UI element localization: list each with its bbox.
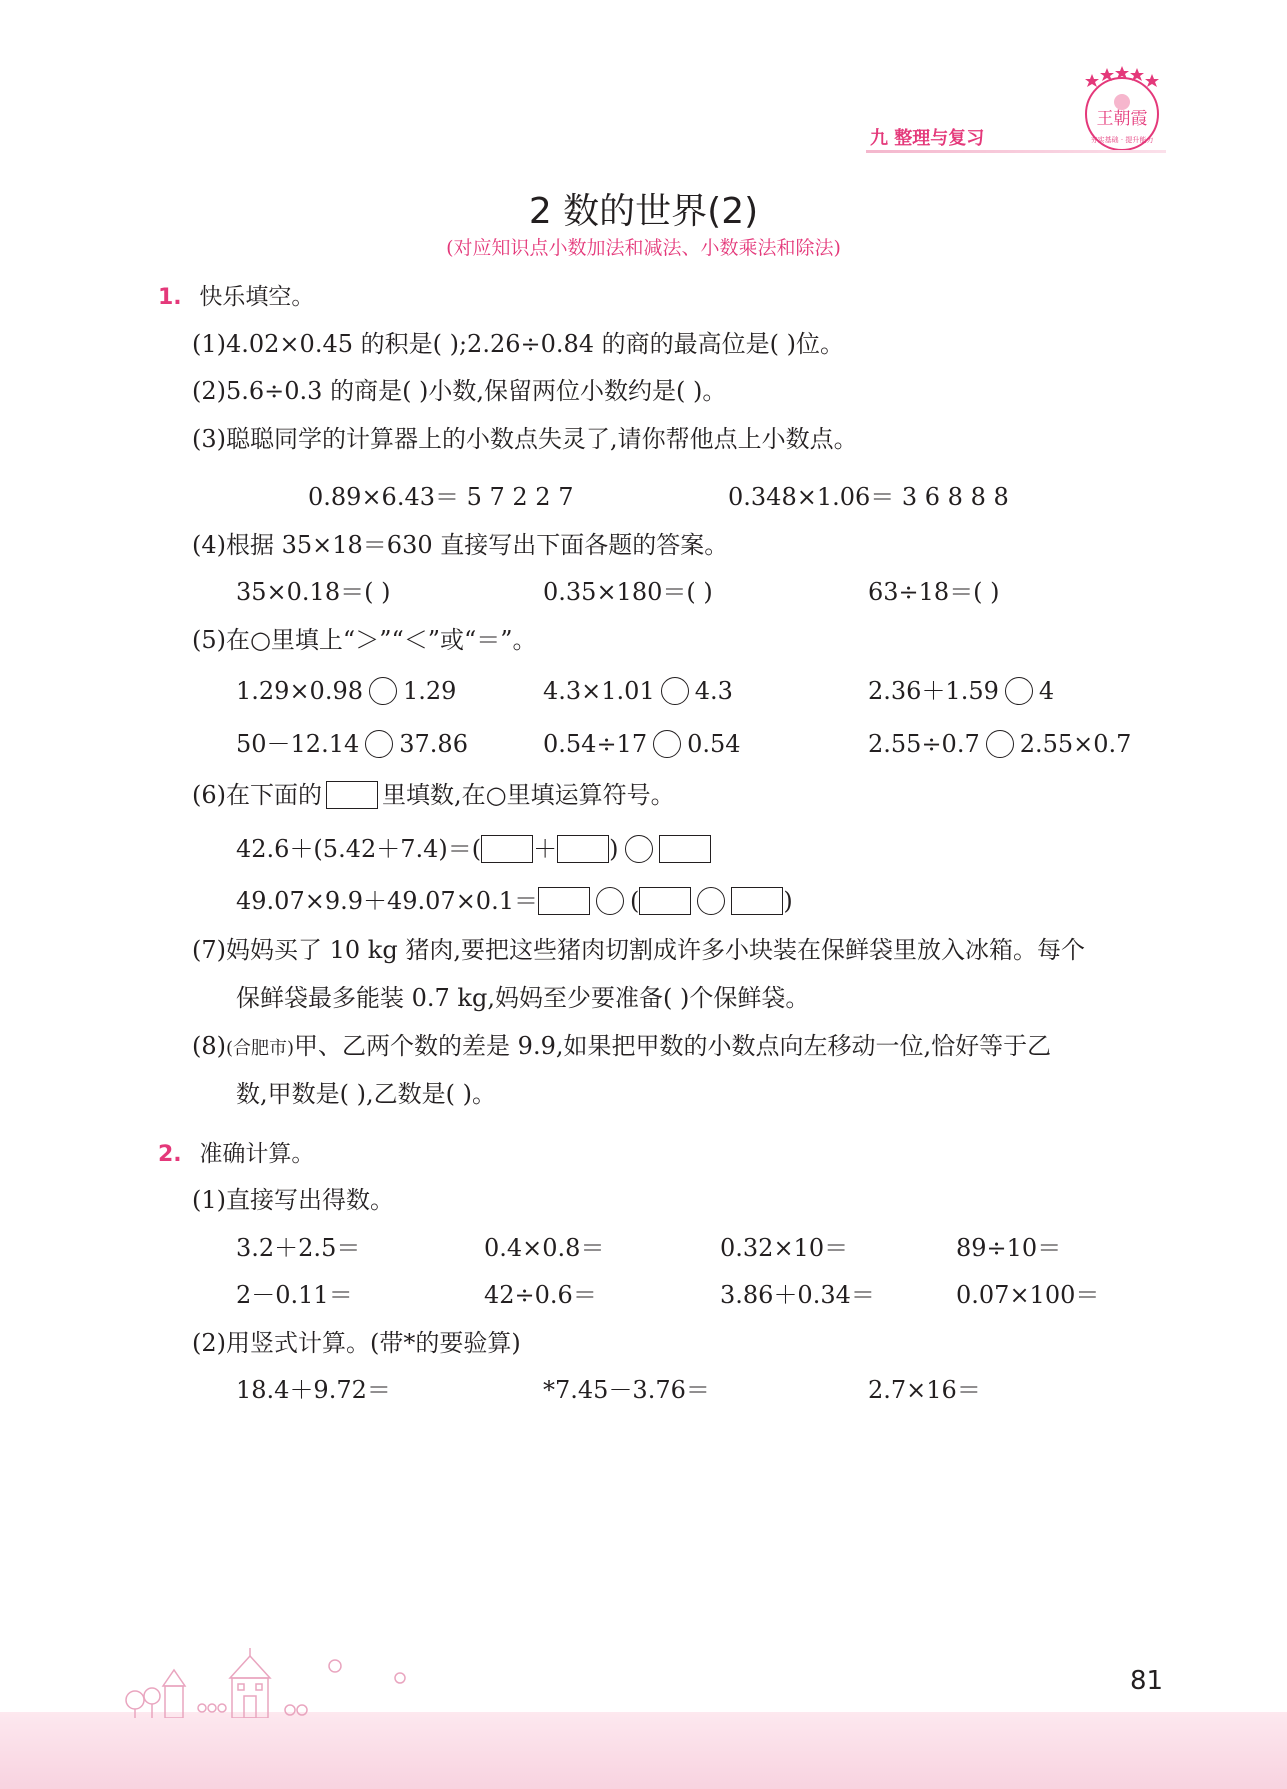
compare-left: 1.29×0.98 — [236, 677, 363, 705]
q2-title: 准确计算。 — [199, 1141, 315, 1167]
q1-part3: (3)聪聪同学的计算器上的小数点失灵了,请你帮他点上小数点。 — [192, 425, 858, 453]
q1-part4-item-a: 35×0.18＝( ) — [236, 578, 391, 606]
footer-band — [0, 1712, 1287, 1789]
open-paren: ( — [629, 887, 640, 915]
compare-item — [868, 728, 1131, 760]
compare-left: 50－12.14 — [236, 730, 360, 758]
compare-circle[interactable] — [1005, 677, 1033, 705]
q1-part6-prefix: (6)在下面的 — [192, 781, 322, 809]
close-paren: ) — [609, 835, 619, 863]
plus-sign: ＋ — [533, 835, 558, 863]
castle-illustration — [120, 1648, 420, 1718]
q1-part4-item-c: 63÷18＝( ) — [868, 578, 1000, 606]
compare-circle[interactable] — [986, 730, 1014, 758]
answer-box[interactable] — [659, 835, 711, 863]
q1-part1: (1)4.02×0.45 的积是( );2.26÷0.84 的商的最高位是( )位。 — [192, 330, 845, 358]
q1-part2: (2)5.6÷0.3 的商是( )小数,保留两位小数约是( )。 — [192, 377, 727, 405]
q2-heading — [158, 1137, 314, 1171]
compare-circle[interactable] — [653, 730, 681, 758]
compare-right: 1.29 — [402, 677, 457, 705]
q1-part8-line2: 数,甲数是( ),乙数是( )。 — [236, 1080, 496, 1108]
calc-item: 42÷0.6＝ — [484, 1281, 597, 1309]
equation-text: 49.07×9.9＋49.07×0.1＝ — [236, 887, 538, 915]
compare-right: 4.3 — [694, 677, 733, 705]
section-rule — [866, 150, 1166, 153]
compare-left: 2.55÷0.7 — [868, 730, 980, 758]
q1-part8-prefix: (8) — [192, 1032, 226, 1060]
calc-item: 2－0.11＝ — [236, 1281, 353, 1309]
compare-left: 4.3×1.01 — [543, 677, 655, 705]
q1-part6 — [192, 779, 675, 811]
page-number: 81 — [1130, 1666, 1164, 1696]
operator-circle[interactable] — [625, 835, 653, 863]
q1-part3-item-b: 0.348×1.06＝ 3 6 8 8 8 — [728, 483, 1009, 511]
answer-box[interactable] — [731, 887, 783, 915]
q1-part6-suffix: 里填数,在○里填运算符号。 — [382, 781, 675, 809]
compare-circle[interactable] — [661, 677, 689, 705]
calc-item: 0.07×100＝ — [956, 1281, 1100, 1309]
compare-right: 4 — [1038, 677, 1055, 705]
q1-part7-line2: 保鲜袋最多能装 0.7 kg,妈妈至少要准备( )个保鲜袋。 — [236, 984, 810, 1012]
vertical-calc-item: 2.7×16＝ — [868, 1376, 981, 1404]
q1-heading — [158, 280, 314, 314]
answer-box[interactable] — [481, 835, 533, 863]
vertical-calc-item: 18.4＋9.72＝ — [236, 1376, 391, 1404]
calc-item: 0.4×0.8＝ — [484, 1234, 605, 1262]
page-subtitle: (对应知识点小数加法和减法、小数乘法和除法) — [446, 237, 841, 259]
publisher-logo-badge — [1072, 62, 1172, 154]
q1-part8-text: 甲、乙两个数的差是 9.9,如果把甲数的小数点向左移动一位,恰好等于乙 — [294, 1032, 1052, 1060]
compare-item — [236, 728, 468, 760]
operator-circle[interactable] — [596, 887, 624, 915]
equation-text: 42.6＋(5.42＋7.4)＝( — [236, 835, 482, 863]
section-tag: 九 整理与复习 — [870, 128, 985, 149]
q2-number: 2. — [158, 1142, 182, 1167]
compare-item — [868, 675, 1054, 707]
logo-subtext: 夯实基础 · 提升能力 — [1090, 136, 1154, 144]
operator-circle[interactable] — [697, 887, 725, 915]
answer-box[interactable] — [538, 887, 590, 915]
q1-part4-item-b: 0.35×180＝( ) — [543, 578, 713, 606]
q1-number: 1. — [158, 285, 182, 310]
logo-text: 王朝霞 — [1096, 109, 1148, 129]
example-box — [326, 781, 378, 809]
q2-part1: (1)直接写出得数。 — [192, 1186, 394, 1214]
compare-right: 37.86 — [399, 730, 468, 758]
compare-circle[interactable] — [365, 730, 393, 758]
compare-right: 0.54 — [687, 730, 741, 758]
q1-part7-line1: (7)妈妈买了 10 kg 猪肉,要把这些猪肉切割成许多小块装在保鲜袋里放入冰箱。每个 — [192, 936, 1085, 964]
q2-part2: (2)用竖式计算。(带*的要验算) — [192, 1329, 521, 1357]
calc-item: 3.2＋2.5＝ — [236, 1234, 361, 1262]
calc-item: 0.32×10＝ — [720, 1234, 849, 1262]
q1-part3-item-a: 0.89×6.43＝ 5 7 2 2 7 — [308, 483, 574, 511]
q1-title: 快乐填空。 — [199, 284, 315, 310]
q1-part4: (4)根据 35×18＝630 直接写出下面各题的答案。 — [192, 531, 729, 559]
compare-right: 2.55×0.7 — [1019, 730, 1132, 758]
q1-part6-equation-a — [236, 833, 711, 865]
close-paren: ) — [783, 887, 793, 915]
region-note: (合肥市) — [226, 1038, 295, 1059]
answer-box[interactable] — [639, 887, 691, 915]
compare-item — [543, 728, 741, 760]
answer-box[interactable] — [557, 835, 609, 863]
vertical-calc-item: *7.45－3.76＝ — [543, 1376, 710, 1404]
compare-item — [543, 675, 733, 707]
compare-item — [236, 675, 456, 707]
compare-left: 0.54÷17 — [543, 730, 648, 758]
calc-item: 3.86＋0.34＝ — [720, 1281, 875, 1309]
calc-item: 89÷10＝ — [956, 1234, 1062, 1262]
compare-circle[interactable] — [369, 677, 397, 705]
q1-part5: (5)在○里填上“＞”“＜”或“＝”。 — [192, 626, 537, 654]
compare-left: 2.36＋1.59 — [868, 677, 999, 705]
page-title: 2 数的世界(2) — [528, 191, 759, 232]
q1-part6-equation-b — [236, 885, 793, 917]
q1-part8-line1 — [192, 1030, 1051, 1065]
